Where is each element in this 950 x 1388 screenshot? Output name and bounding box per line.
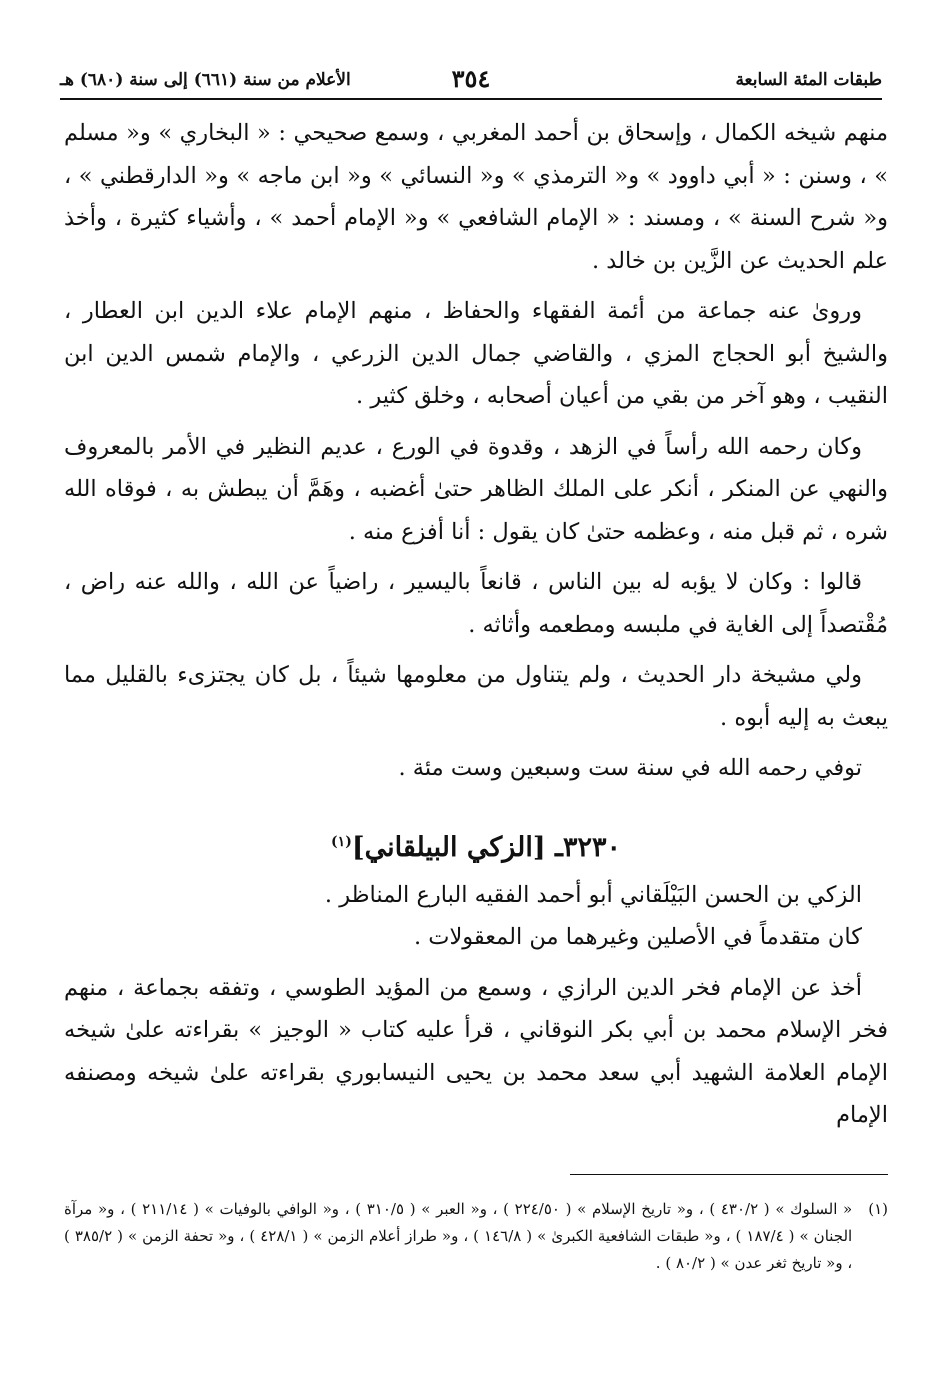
paragraph: قالوا : وكان لا يؤبه له بين الناس ، قانعاً باليسير ، راضياً عن الله ، والله عنه راض ، مُقْتصداً إلى الغاية في ملبسه ومطعمه وأثاثه . <box>64 569 888 638</box>
footnote-number: (١) <box>868 1200 888 1218</box>
paragraph: وكان رحمه الله رأساً في الزهد ، وقدوة في الورع ، عديم النظير في الأمر بالمعروف والنهي عن المنكر ، أنكر على الملك الظاهر حتىٰ أغضبه ، وهَمَّ أن يبطش به ، فوقاه الله شره ، ثم قبل منه ، وعظمه حتىٰ كان يقول : أنا أفزع منه . <box>64 433 888 545</box>
entry-paragraph: الزكي بن الحسن البَيْلَقاني أبو أحمد الفقيه البارع المناظر . <box>324 881 862 908</box>
footnote <box>64 1196 888 1277</box>
paragraph: وروىٰ عنه جماعة من أئمة الفقهاء والحفاظ ، منهم الإمام علاء الدين ابن العطار ، والشيخ أبو الحجاج المزي ، والقاضي جمال الدين الزرعي ، والإمام شمس الدين ابن النقيب ، وهو آخر من بقي من أعيان أصحابه ، وخلق كثير . <box>64 298 888 409</box>
header-section-title: طبقات المئة السابعة <box>735 70 882 90</box>
footnotes <box>64 1196 888 1277</box>
paragraph: ولي مشيخة دار الحديث ، ولم يتناول من معلومها شيئاً ، بل كان يجتزىء بالقليل مما يبعث به إليه أبوه . <box>64 662 888 731</box>
paragraph: توفي رحمه الله في سنة ست وسبعين وست مئة . <box>398 755 862 781</box>
footnote-divider <box>570 1174 888 1175</box>
footnote-reference: (١) <box>331 833 352 850</box>
running-header <box>60 62 882 100</box>
main-text <box>64 112 888 1137</box>
header-range-title: الأعلام من سنة (٦٦١) إلى سنة (٦٨٠) هـ <box>60 70 351 90</box>
entry-paragraph: كان متقدماً في الأصلين وغيرهما من المعقولات . <box>413 924 862 950</box>
entry-heading <box>64 820 888 870</box>
entry-paragraph: أخذ عن الإمام فخر الدين الرازي ، وسمع من المؤيد الطوسي ، وتفقه بجماعة ، منهم فخر الإسلام محمد بن أبي بكر النوقاني ، قرأ عليه كتاب « الوجيز » بقراءته علىٰ شيخه الإمام العلامة الشهيد أبي سعد محمد بن يحيى النيسابوري بقراءته علىٰ شيخه ومصنفه الإمام <box>64 974 888 1128</box>
paragraph: منهم شيخه الكمال ، وإسحاق بن أحمد المغربي ، وسمع صحيحي : « البخاري » و« مسلم » ، وسنن : « أبي داوود » و« الترمذي » و« النسائي » و« ابن ماجه » و« الدارقطني » ، و« شرح السنة » ، ومسند : « الإمام الشافعي » و« الإمام أحمد » ، وأشياء كثيرة ، وأخذ علم الحديث عن الزَّين بن خالد . <box>64 120 888 274</box>
page-number: ٣٥٤ <box>451 64 491 93</box>
entry-title: ٣٢٣٠ـ [الزكي البيلقاني] <box>351 831 621 863</box>
footnote-text: « السلوك » ( ٤٣٠/٢ ) ، و« تاريخ الإسلام » ( ٢٢٤/٥٠ ) ، و« العبر » ( ٣١٠/٥ ) ، و« الوافي بالوفيات » ( ٢١١/١٤ ) ، و« مرآة الجنان » ( ١٨٧/٤ ) ، و« طبقات الشافعية الكبرىٰ » ( ١٤٦/٨ ) ، و« طراز أعلام الزمن » ( ٤٢٨/١ ) ، و« تحفة الزمن » ( ٣٨٥/٢ ) ، و« تاريخ ثغر عدن » ( ٨٠/٢ ) . <box>64 1200 853 1272</box>
